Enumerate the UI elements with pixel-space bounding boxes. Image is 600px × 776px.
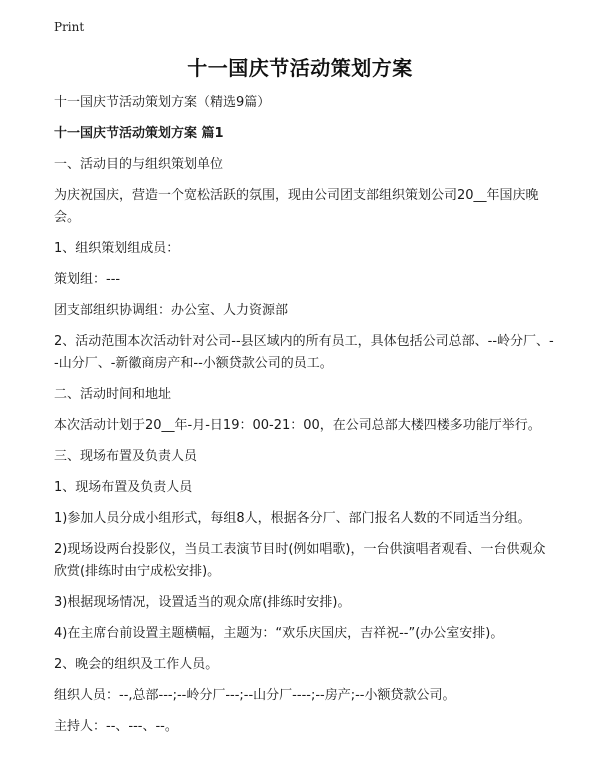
section-heading: 十一国庆节活动策划方案 篇1 bbox=[54, 126, 224, 141]
paragraph: 2、晚会的组织及工作人员。 bbox=[54, 657, 219, 672]
paragraph: 1、组织策划组成员： bbox=[54, 241, 180, 256]
paragraph: 团支部组织协调组：办公室、人力资源部 bbox=[54, 303, 289, 318]
paragraph: 二、活动时间和地址 bbox=[54, 387, 172, 402]
paragraph: 为庆祝国庆，营造一个宽松活跃的氛围，现由公司团支部组织策划公司20__年国庆晚会。 bbox=[54, 188, 539, 225]
paragraph: 组织人员：--,总部---;--岭分厂---;--山分厂----;--房产;--小额贷款公司。 bbox=[54, 688, 456, 703]
paragraph: 1、现场布置及负责人员 bbox=[54, 480, 193, 495]
paragraph: 一、活动目的与组织策划单位 bbox=[54, 157, 224, 172]
paragraph: 2)现场设两台投影仪，当员工表演节目时(例如唱歌)，一台供演唱者观看、一台供观众欣赏(排练时由宁成松安排)。 bbox=[54, 542, 546, 579]
paragraph: 1)参加人员分成小组形式，每组8人，根据各分厂、部门报名人数的不同适当分组。 bbox=[54, 511, 531, 526]
paragraph: 2、活动范围本次活动针对公司--县区域内的所有员工，具体包括公司总部、--岭分厂、--山分厂、-新徽商房产和--小额贷款公司的员工。 bbox=[54, 334, 554, 371]
paragraph: 3)根据现场情况，设置适当的观众席(排练时安排)。 bbox=[54, 595, 351, 610]
paragraph: 主持人：--、---、--。 bbox=[54, 719, 178, 734]
paragraph: 策划组：--- bbox=[54, 272, 121, 287]
document-subtitle: 十一国庆节活动策划方案（精选9篇） bbox=[54, 95, 271, 110]
paragraph: 本次活动计划于20__年-月-日19：00-21：00，在公司总部大楼四楼多功能厅举行。 bbox=[54, 418, 541, 433]
paragraph: 4)在主席台前设置主题横幅，主题为：“欢乐庆国庆，吉祥祝--”(办公室安排)。 bbox=[54, 626, 504, 641]
print-link[interactable]: Print bbox=[54, 20, 85, 34]
document-title: 十一国庆节活动策划方案 bbox=[187, 56, 413, 80]
document-body bbox=[54, 92, 554, 747]
paragraph: 三、现场布置及负责人员 bbox=[54, 449, 198, 464]
